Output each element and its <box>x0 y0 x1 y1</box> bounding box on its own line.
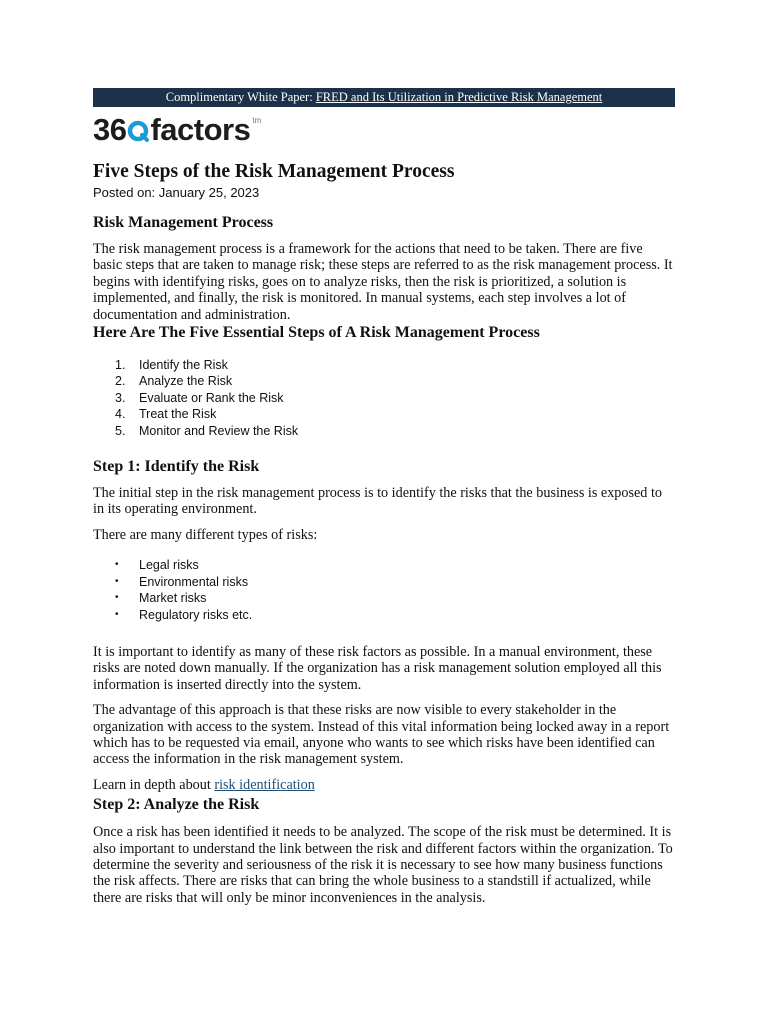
list-item: • Regulatory risks etc. <box>115 607 253 622</box>
logo-text-left: 36 <box>93 112 127 147</box>
banner-prefix: Complimentary White Paper: <box>165 90 316 104</box>
step1-heading: Step 1: Identify the Risk <box>93 458 260 476</box>
posted-date: Posted on: January 25, 2023 <box>93 185 260 200</box>
section-heading-five-steps: Here Are The Five Essential Steps of A Risk Management Process <box>93 324 540 342</box>
paragraph-step1-intro: The initial step in the risk management process is to identify the risks that the business is exposed to in its operating environment. <box>93 485 662 518</box>
paragraph-identify-factors: It is important to identify as many of these risk factors as possible. In a manual environment, these risks are noted down manually. If the organization has a risk management solution employed all this information is inserted directly into the system. <box>93 643 662 693</box>
steps-list <box>93 357 675 439</box>
risk-types-list <box>93 557 675 623</box>
logo-text-right: factors <box>150 112 251 147</box>
article-title: Five Steps of the Risk Management Process <box>93 161 455 182</box>
promo-banner <box>93 88 675 107</box>
step2-heading: Step 2: Analyze the Risk <box>93 796 260 814</box>
list-item: 5. Monitor and Review the Risk <box>115 423 299 438</box>
logo-trademark: tm <box>252 116 262 125</box>
learn-more-line: Learn in depth about risk identification <box>93 776 315 793</box>
paragraph-advantage: The advantage of this approach is that these risks are now visible to every stakeholder in the organization with access to the system. Instead of this vital information being locked away in a report which has to be requested via email, anyone who wants to see which risks have been identified can access the information in the risk management system. <box>93 702 670 768</box>
paragraph-step2: Once a risk has been identified it needs to be analyzed. The scope of the risk must be determined. It is also important to understand the link between the risk and different factors within the organization. To determine the severity and seriousness of the risk it is necessary to see how many business functions the risk affects. There are risks that can bring the whole business to a standstill if actualized, while there are risks that will only be minor inconveniences in the analysis. <box>93 824 673 906</box>
paragraph-intro: The risk management process is a framework for the actions that need to be taken. There are five basic steps that are taken to manage risk; these steps are referred to as the risk management process. It begins with identifying risks, goes on to analyze risks, then the risk is prioritized, a solution is implemented, and finally, the risk is monitored. In manual systems, each step involves a lot of documentation and administration. <box>93 241 673 323</box>
q-cycle-logo-icon <box>127 120 149 142</box>
list-item: • Legal risks <box>115 558 199 573</box>
list-item: 1. Identify the Risk <box>115 358 228 373</box>
article-body <box>93 160 675 915</box>
list-item: 2. Analyze the Risk <box>115 374 233 389</box>
company-logo[interactable] <box>93 112 261 148</box>
bullet-icon: • <box>115 608 119 620</box>
bullet-icon: • <box>115 559 119 571</box>
list-item: • Environmental risks <box>115 574 249 589</box>
list-item: 3. Evaluate or Rank the Risk <box>115 390 284 405</box>
paragraph-risk-types-intro: There are many different types of risks: <box>93 526 318 543</box>
white-paper-link[interactable]: FRED and Its Utilization in Predictive Risk Management <box>315 90 603 104</box>
section-heading-process: Risk Management Process <box>93 214 274 231</box>
list-item: • Market risks <box>115 591 207 606</box>
bullet-icon: • <box>115 575 119 587</box>
list-item: 4. Treat the Risk <box>115 407 217 422</box>
risk-identification-link[interactable]: risk identification <box>214 776 315 793</box>
bullet-icon: • <box>115 592 119 604</box>
